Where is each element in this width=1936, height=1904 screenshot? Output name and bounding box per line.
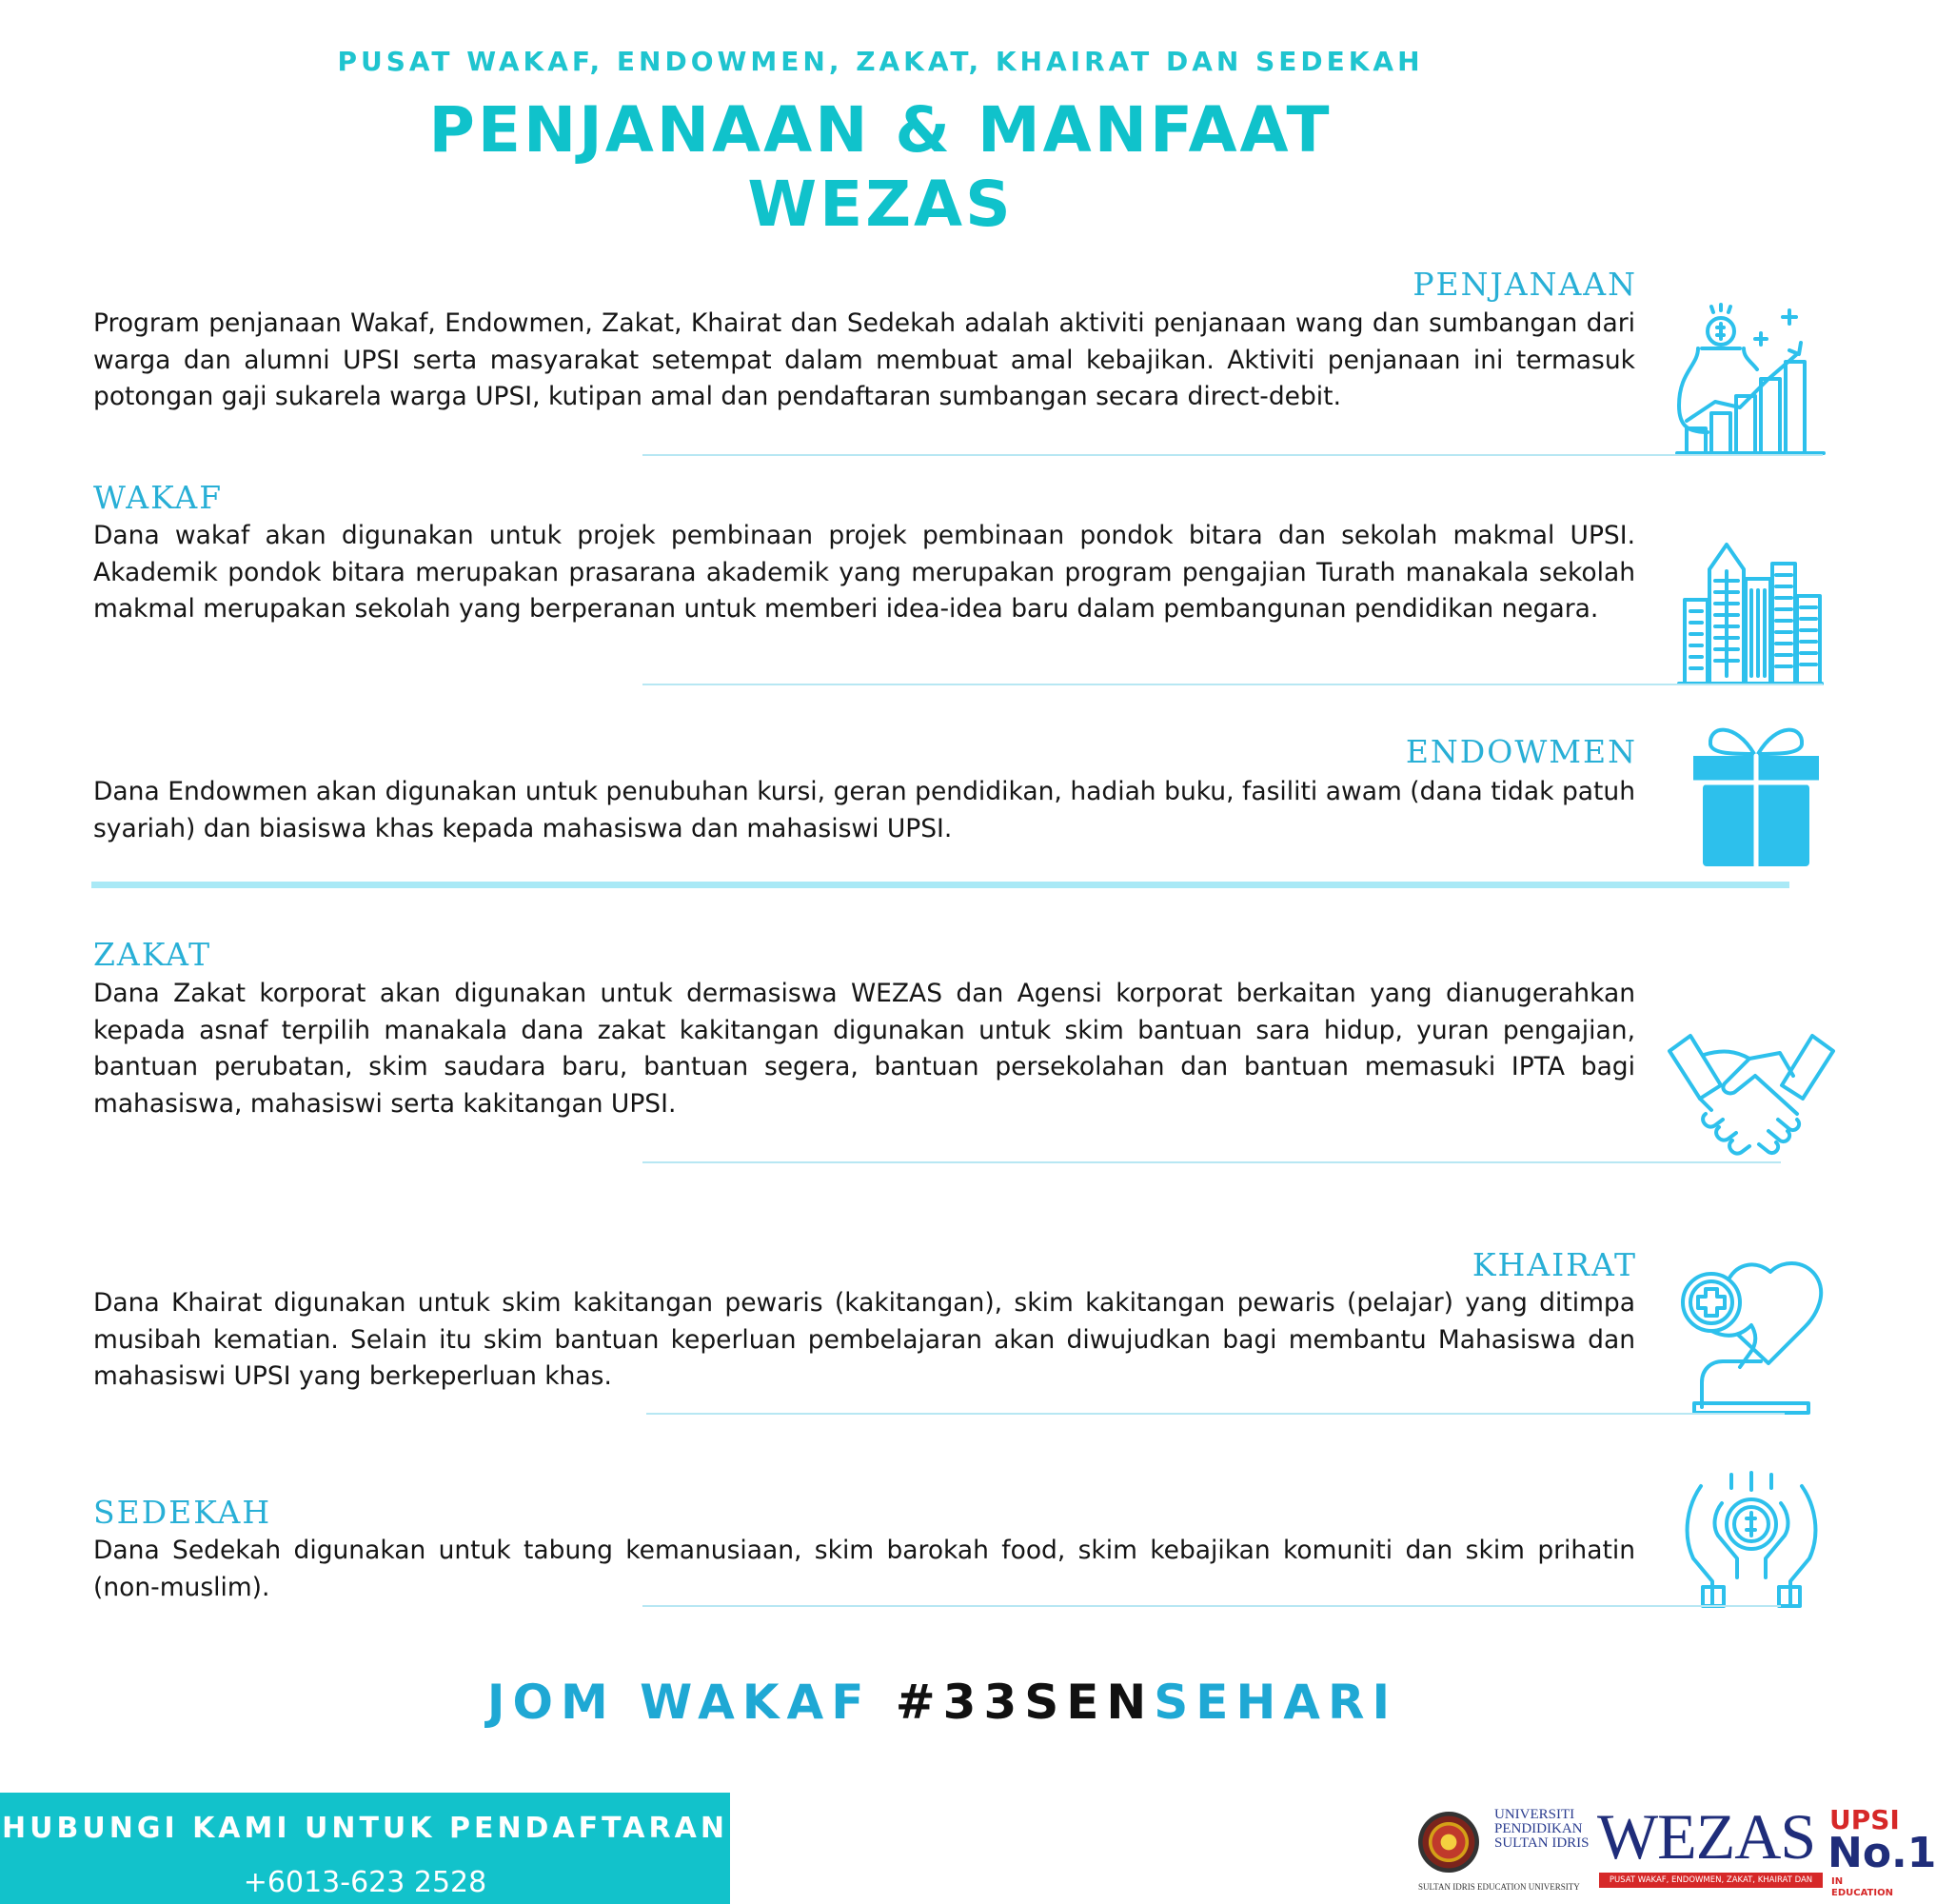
section-separator (91, 882, 1789, 888)
title-line-1: PENJANAAN & MANFAAT (428, 93, 1333, 167)
divider (642, 454, 1823, 456)
body-penjanaan: Program penjanaan Wakaf, Endowmen, Zakat, Khairat dan Sedekah adalah aktiviti penjanaan wang dan sumbangan dari warga dan alumni UPSI serta masyarakat setempat dalam membuat amal kebajikan. Aktiviti penjanaan ini termasuk potongan gaji sukarela warga UPSI, kutipan amal dan pendaftaran sumbangan secara direct-debit. (93, 308, 1635, 411)
badge-upsi: UPSI (1829, 1804, 1900, 1835)
body-zakat: Dana Zakat korporat akan digunakan untuk dermasiswa WEZAS dan Agensi korporat berkaitan yang dianugerahkan kepada asnaf terpilih manakala dana zakat kakitangan digunakan untuk skim bantuan sara hidup, yuran pengajian, bantuan perubatan, skim saudara baru, bantuan segera, bantuan persekolahan dan bantuan memasuki IPTA bagi mahasiswa, mahasiswi serta kakitangan UPSI. (93, 979, 1635, 1119)
divider (642, 1605, 1781, 1607)
contact-box (0, 1793, 730, 1904)
body-sedekah: Dana Sedekah digunakan untuk tabung kemanusiaan, skim barokah food, skim kebajikan komuniti dan skim prihatin (non-muslim). (93, 1536, 1635, 1602)
divider (646, 1413, 1785, 1415)
heading-penjanaan: PENJANAAN (1412, 266, 1637, 303)
tagline-part-2: #33SEN (895, 1675, 1155, 1730)
tagline (0, 1674, 1885, 1731)
heading-khairat: KHAIRAT (1472, 1246, 1637, 1283)
page-title (0, 93, 1761, 242)
divider (642, 684, 1823, 685)
heading-sedekah: SEDEKAH (93, 1494, 272, 1531)
money-growth-icon (1673, 303, 1826, 455)
body-wakaf: Dana wakaf akan digunakan untuk projek pembinaan projek pembinaan pondok bitara dan sekolah makmal UPSI. Akademik pondok bitara merupakan prasarana akademik yang merupakan program pengajian Turath manakala sekolah makmal merupakan sekolah yang berperanan untuk memberi idea-idea baru dalam pembangunan pendidikan negara. (93, 521, 1635, 624)
body-endowmen: Dana Endowmen akan digunakan untuk penubuhan kursi, geran pendidikan, hadiah buku, fasiliti awam (dana tidak patuh syariah) dan biasiswa khas kepada mahasiswa dan mahasiswi UPSI. (93, 777, 1635, 843)
university-subtitle: SULTAN IDRIS EDUCATION UNIVERSITY (1418, 1882, 1580, 1892)
tagline-part-3: SEHARI (1154, 1675, 1398, 1730)
divider (642, 1161, 1781, 1163)
heading-wakaf: WAKAF (93, 479, 224, 516)
wezas-subtitle: PUSAT WAKAF, ENDOWMEN, ZAKAT, KHAIRAT DAN SEDEKAH (1599, 1873, 1823, 1888)
badge-in-education: IN EDUCATION (1831, 1876, 1893, 1898)
body-khairat: Dana Khairat digunakan untuk skim kakitangan pewaris (kakitangan), skim kakitangan pewaris (pelajar) yang ditimpa musibah kematian. Selain itu skim bantuan keperluan pembelajaran akan diwujudkan bagi membantu Mahasiswa dan mahasiswi UPSI yang berkeperluan khas. (93, 1288, 1635, 1391)
footer-logos (1418, 1800, 1936, 1900)
buildings-icon (1677, 543, 1825, 685)
badge-no1: No.1 (1827, 1829, 1936, 1877)
organization-name: PUSAT WAKAF, ENDOWMEN, ZAKAT, KHAIRAT DAN SEDEKAH (337, 46, 1424, 77)
tagline-part-1: JOM WAKAF (486, 1675, 896, 1730)
heading-zakat: ZAKAT (93, 936, 212, 973)
contact-phone[interactable]: +6013-623 2528 (243, 1866, 487, 1899)
heading-endowmen: ENDOWMEN (1405, 733, 1637, 770)
wezas-logo: WEZAS (1597, 1800, 1816, 1873)
handshake-icon (1666, 1028, 1837, 1161)
contact-title: HUBUNGI KAMI UNTUK PENDAFTARAN (2, 1812, 728, 1845)
donation-hands-icon (1680, 1471, 1823, 1609)
heart-hand-icon (1673, 1255, 1826, 1417)
university-name: UNIVERSITI PENDIDIKAN SULTAN IDRIS (1494, 1807, 1590, 1851)
university-seal-logo (1418, 1812, 1479, 1873)
title-line-2: WEZAS (747, 168, 1014, 241)
gift-icon (1689, 722, 1823, 869)
